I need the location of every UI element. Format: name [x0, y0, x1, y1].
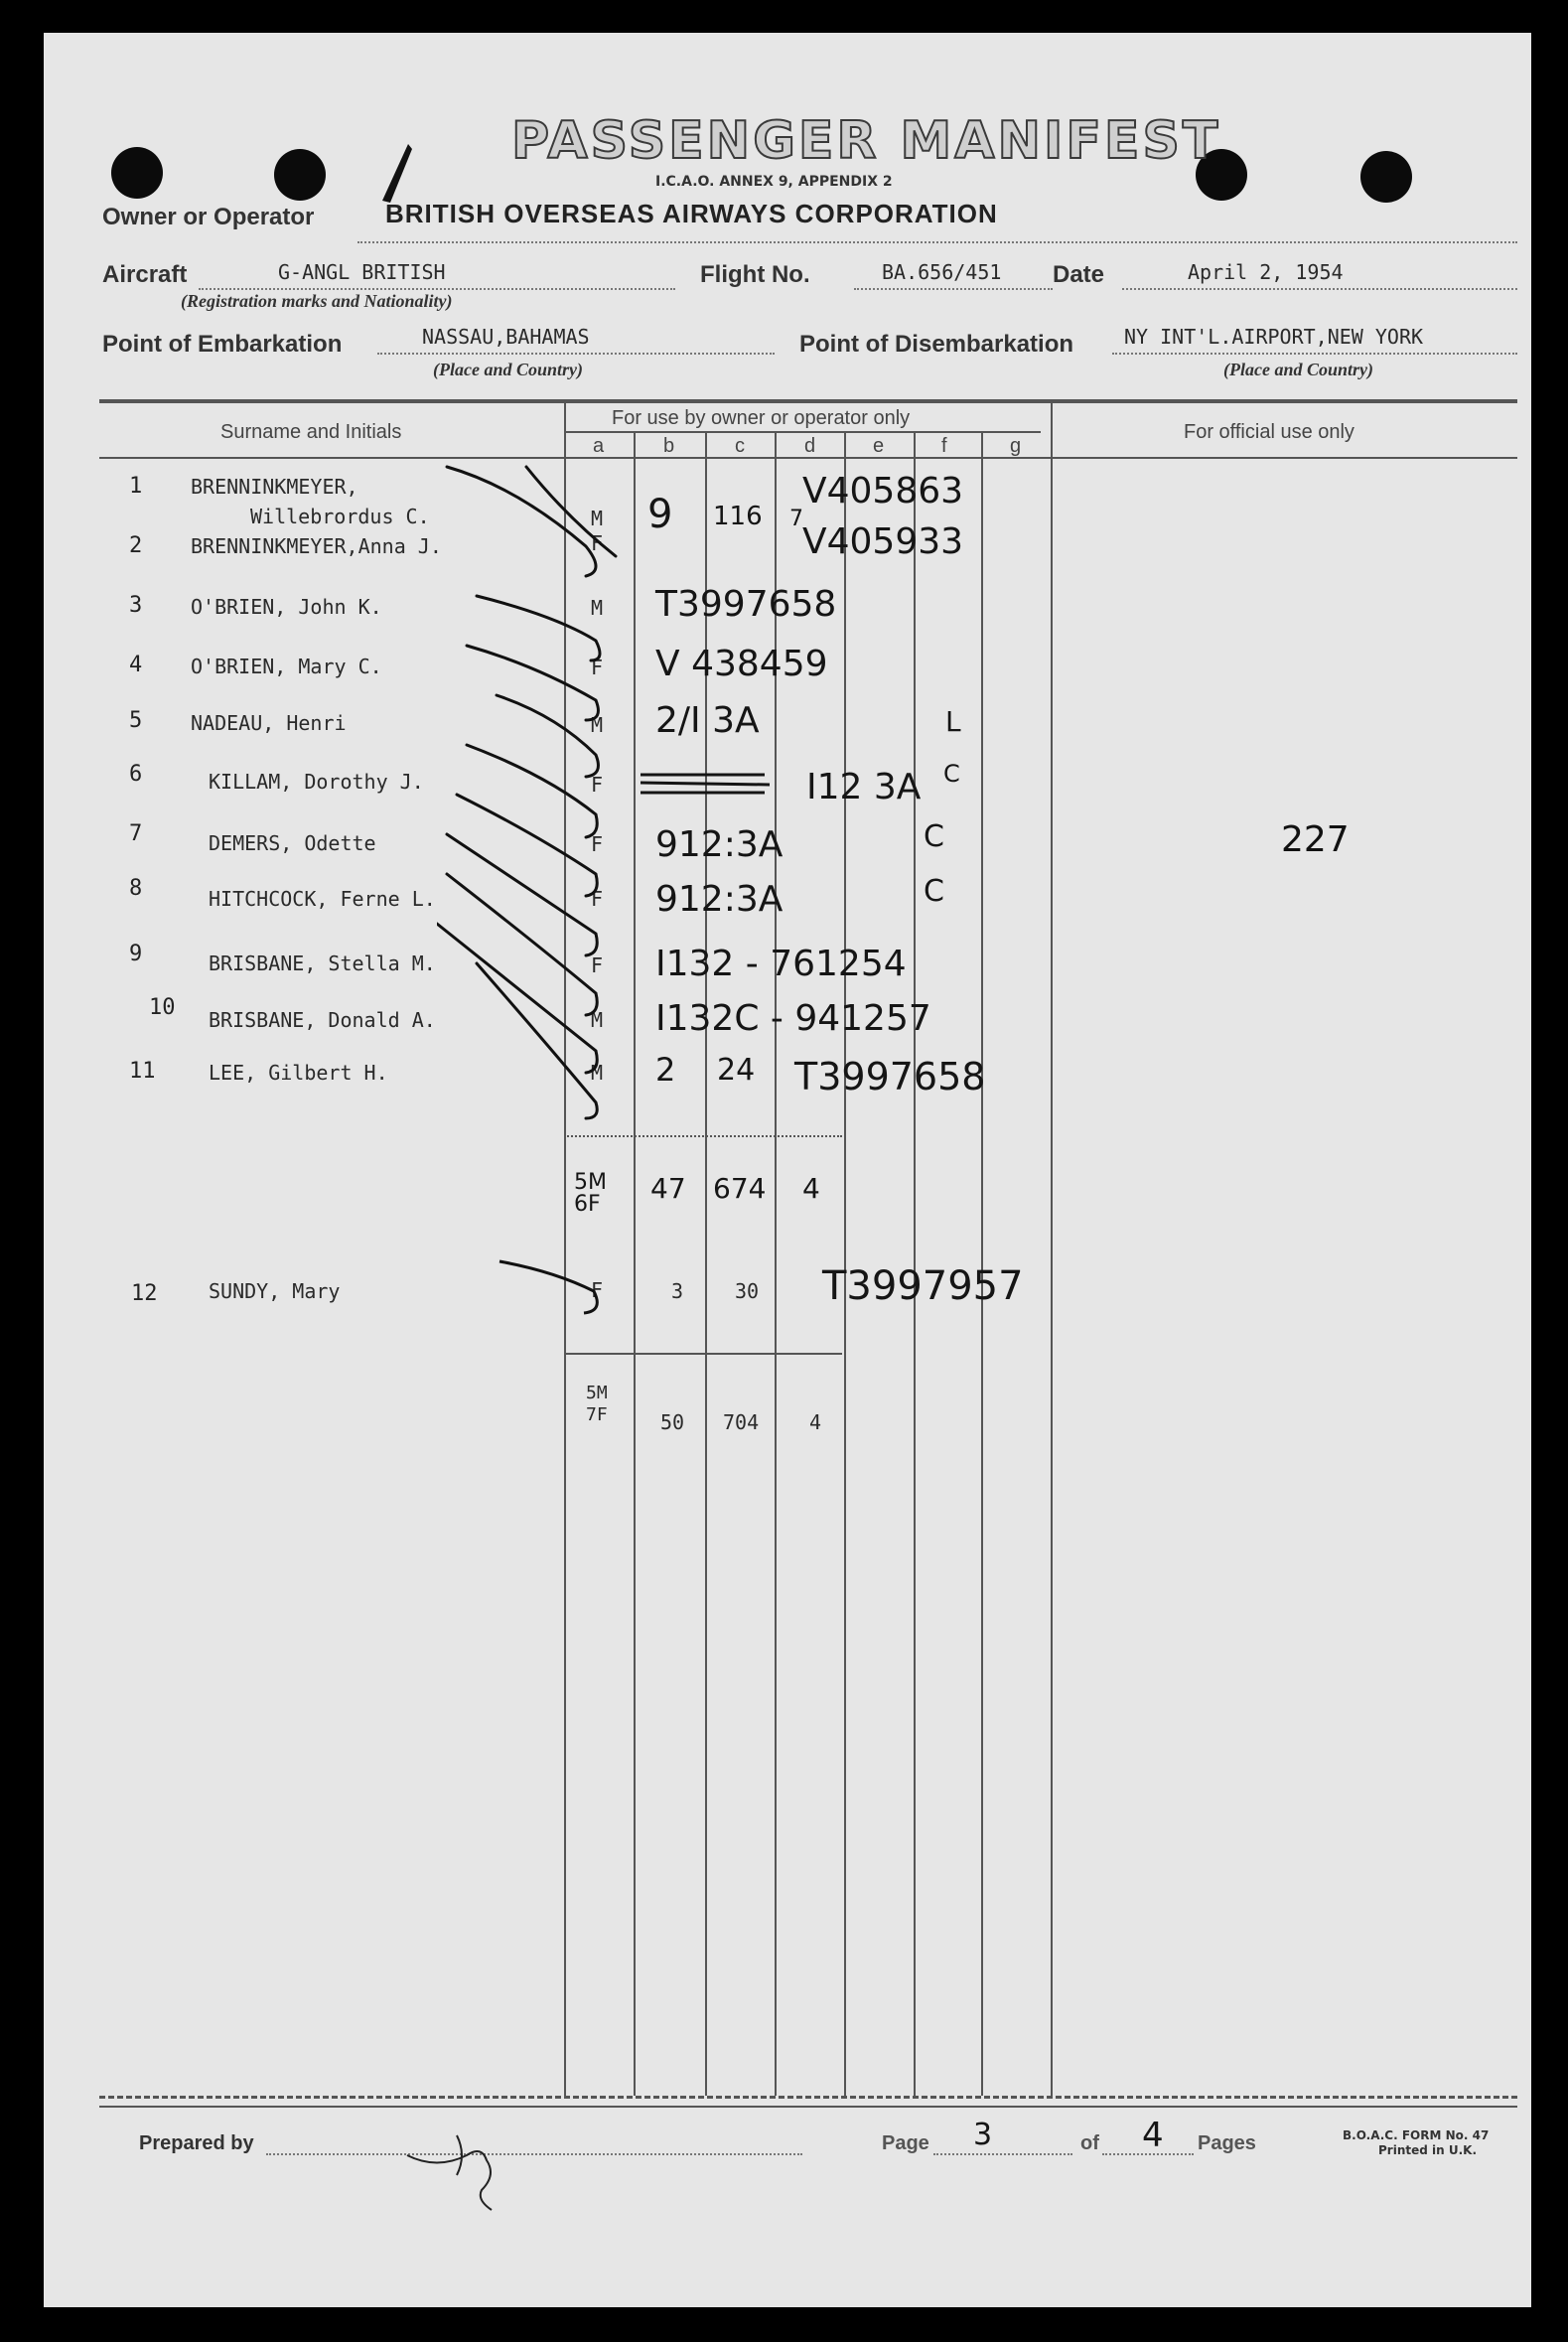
cell-f: L: [945, 705, 961, 738]
cell-f: C: [924, 819, 944, 854]
owner-rule: [357, 241, 1517, 243]
cell-e: V 438459: [655, 644, 828, 684]
passenger-name: O'BRIEN, Mary C.: [191, 655, 382, 678]
date-rule: [1122, 288, 1517, 290]
form-number: B.O.A.C. FORM No. 47: [1343, 2128, 1490, 2142]
passenger-name: BRENNINKMEYER,Anna J.: [191, 534, 442, 558]
date-label: Date: [1053, 261, 1105, 288]
cell-c: 30: [735, 1279, 760, 1303]
cell-e: 912:3A: [655, 824, 784, 865]
subcol-e: e: [873, 435, 885, 457]
subtotal-b: 47: [650, 1172, 686, 1205]
cell-a: F: [591, 1278, 604, 1302]
cell-d: 7: [789, 507, 803, 531]
col-divider-right: [1051, 402, 1053, 2096]
signature: [397, 2116, 546, 2225]
subtotal-c: 674: [713, 1172, 767, 1205]
row-number: 2: [129, 533, 143, 558]
cell-a: M: [591, 596, 604, 620]
row-number: 6: [129, 762, 143, 787]
cell-c: 116: [713, 502, 763, 531]
cell-e: 912:3A: [655, 879, 784, 920]
row-number: 8: [129, 876, 143, 901]
check-marks: [437, 447, 665, 1122]
cell-e: I132C - 941257: [655, 998, 931, 1039]
total-b: 50: [660, 1410, 685, 1434]
cell-e: T3997658: [794, 1055, 986, 1098]
owner-label: Owner or Operator: [102, 204, 315, 230]
cell-b: 2: [655, 1051, 676, 1089]
col-header-official: For official use only: [1184, 421, 1354, 443]
footer-rule: [99, 2106, 1517, 2108]
official-number: 227: [1281, 819, 1350, 860]
cell-e: I132 - 761254: [655, 944, 907, 984]
of-rule: [1102, 2153, 1194, 2155]
cell-c: 24: [717, 1053, 756, 1088]
row-number: 1: [129, 474, 143, 499]
of-label: of: [1080, 2132, 1099, 2154]
disembark-label: Point of Disembarkation: [799, 331, 1074, 358]
embark-label: Point of Embarkation: [102, 331, 343, 358]
cell-a: F: [591, 773, 604, 797]
passenger-name: BRISBANE, Donald A.: [209, 1008, 436, 1032]
cell-a: M: [591, 507, 604, 530]
aircraft-rule: [199, 288, 675, 290]
cell-e: I12 3A: [806, 767, 922, 807]
subtotal-rule: [564, 1135, 842, 1137]
cell-b: 3: [671, 1279, 684, 1303]
subcol-a: a: [593, 435, 605, 457]
cell-a: M: [591, 1061, 604, 1085]
disembark-note: (Place and Country): [1223, 360, 1373, 379]
passenger-name: BRISBANE, Stella M.: [209, 951, 436, 975]
row-number: 3: [129, 593, 143, 618]
subcol-header-rule: [564, 431, 1041, 433]
table-bottom-rule: [99, 2096, 1517, 2099]
punch-hole: [1360, 151, 1412, 203]
aircraft-label: Aircraft: [102, 261, 188, 288]
passenger-name: HITCHCOCK, Ferne L.: [209, 887, 436, 911]
embark-rule: [377, 353, 775, 355]
disembark-rule: [1112, 353, 1517, 355]
subtotal-a: 5M 6F: [574, 1170, 607, 1217]
subcol-g: g: [1010, 435, 1022, 457]
disembark-value: NY INT'L.AIRPORT,NEW YORK: [1124, 325, 1424, 349]
cell-e: T3997658: [655, 584, 837, 625]
passenger-name: O'BRIEN, John K.: [191, 595, 382, 619]
pages-label: Pages: [1198, 2132, 1256, 2154]
cell-f: C: [924, 874, 944, 909]
passenger-name: SUNDY, Mary: [209, 1279, 341, 1303]
embark-value: NASSAU,BAHAMAS: [422, 325, 590, 349]
punch-hole: [274, 149, 326, 201]
punch-hole: [111, 147, 163, 199]
row-number: 7: [129, 821, 143, 846]
page-label: Page: [882, 2132, 929, 2154]
flight-rule: [854, 288, 1053, 290]
page-rule: [933, 2153, 1072, 2155]
row-number: 5: [129, 708, 143, 733]
passenger-name: KILLAM, Dorothy J.: [209, 770, 424, 794]
owner-value: BRITISH OVERSEAS AIRWAYS CORPORATION: [385, 199, 998, 228]
check-mark: [495, 1251, 614, 1321]
cell-e: T3997957: [822, 1263, 1024, 1309]
total-rule: [564, 1353, 842, 1355]
printed-in: Printed in U.K.: [1378, 2143, 1478, 2157]
flight-label: Flight No.: [700, 261, 810, 288]
cell-a: F: [591, 887, 604, 911]
subcol-f: f: [941, 435, 947, 457]
cell-a: F: [591, 656, 604, 679]
cell-e: V405933: [802, 521, 964, 562]
col-header-operator: For use by owner or operator only: [612, 407, 911, 429]
page-value: 3: [973, 2118, 993, 2152]
row-number: 9: [129, 942, 143, 966]
subtotal-d: 4: [802, 1172, 820, 1205]
passenger-name: BRENNINKMEYER,: [191, 475, 358, 499]
cell-a: F: [591, 953, 604, 977]
passenger-name: DEMERS, Odette: [209, 831, 376, 855]
total-d: 4: [809, 1410, 822, 1434]
row-number: 4: [129, 653, 143, 677]
total-a: 5M 7F: [586, 1383, 608, 1425]
total-c: 704: [723, 1410, 760, 1434]
cell-a: M: [591, 713, 604, 737]
subcol-b: b: [663, 435, 675, 457]
document-title: PASSENGER MANIFEST: [511, 111, 1221, 171]
embark-note: (Place and Country): [433, 360, 583, 379]
cell-a: F: [591, 531, 604, 555]
row-number: 10: [149, 995, 176, 1020]
aircraft-note: (Registration marks and Nationality): [181, 291, 453, 311]
col-header-surname: Surname and Initials: [220, 421, 402, 443]
aircraft-value: G-ANGL BRITISH: [278, 260, 446, 284]
cell-b: 9: [647, 492, 673, 537]
row-number: 11: [129, 1059, 156, 1084]
cell-f: C: [943, 760, 960, 788]
row-number: 12: [131, 1281, 158, 1306]
cell-a: F: [591, 832, 604, 856]
cell-a: M: [591, 1008, 604, 1032]
cell-e: V405863: [802, 471, 964, 512]
date-value: April 2, 1954: [1188, 260, 1344, 284]
subcol-c: c: [735, 435, 745, 457]
passenger-name: NADEAU, Henri: [191, 711, 347, 735]
subcol-d: d: [804, 435, 816, 457]
passenger-name: LEE, Gilbert H.: [209, 1061, 388, 1085]
of-value: 4: [1142, 2116, 1164, 2155]
passenger-name-cont: Willebrordus C.: [250, 505, 430, 528]
document-subtitle: I.C.A.O. ANNEX 9, APPENDIX 2: [655, 174, 893, 190]
cell-e: 2/I 3A: [655, 700, 760, 741]
table-top-rule: [99, 399, 1517, 403]
prepared-label: Prepared by: [139, 2132, 254, 2154]
flight-value: BA.656/451: [882, 260, 1002, 284]
